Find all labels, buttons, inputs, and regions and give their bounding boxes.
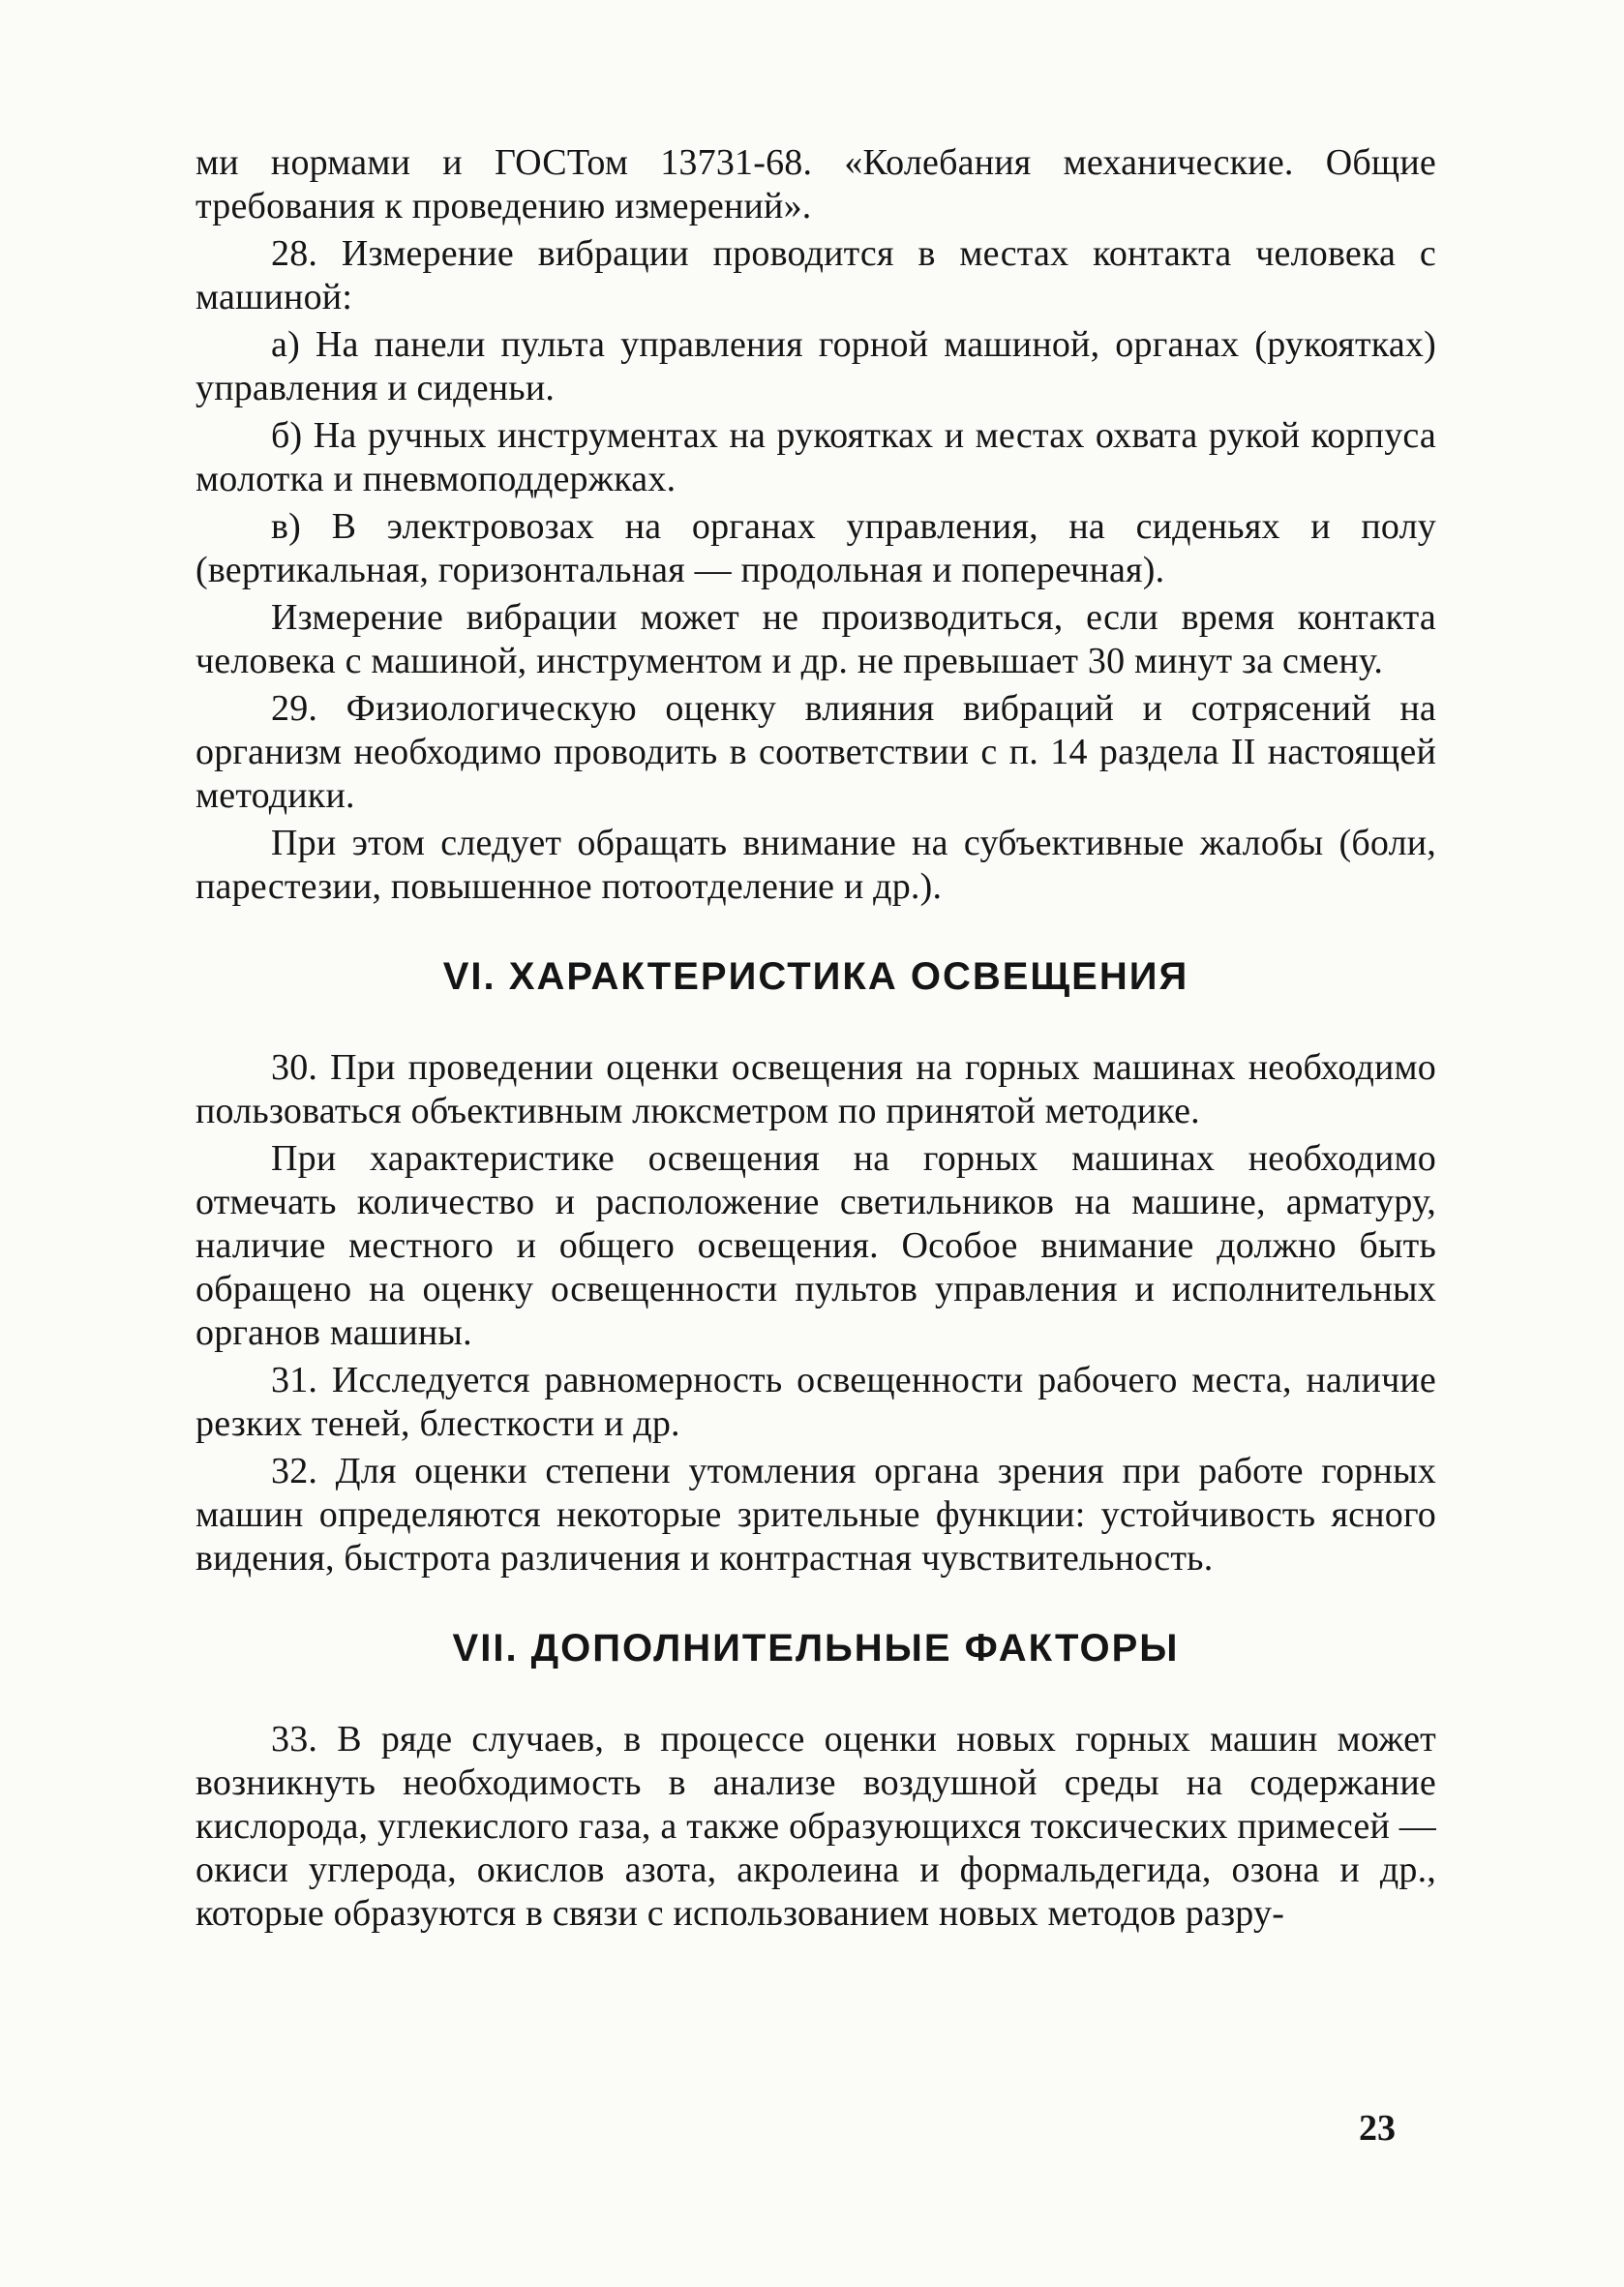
- paragraph-32: 32. Для оценки степени утомления органа зрения при работе горных машин определяются некоторые зрительные функции: устойчивость ясного видения, быстрота различения и контрастная чувствительность.: [195, 1451, 1436, 1579]
- paragraph-lighting-characteristics: При характеристике освещения на горных машинах необходимо отмечать количество и расположение светильников на машине, арматуру, наличие местного и общего освещения. Особое внимание должно быть обращено на оценку освещенности пультов управления и исполнительных органов машины.: [195, 1138, 1436, 1353]
- paragraph-30: 30. При проведении оценки освещения на горных машинах необходимо пользоваться объективным люксметром по принятой методике.: [195, 1047, 1436, 1131]
- section-heading-7: VII. ДОПОЛНИТЕЛЬНЫЕ ФАКТОРЫ: [452, 1627, 1180, 1670]
- paragraph-29: 29. Физиологическую оценку влияния вибраций и сотрясений на организм необходимо проводить в соответствии с п. 14 раздела II настоящей методики.: [195, 688, 1436, 816]
- section-heading-6: VI. ХАРАКТЕРИСТИКА ОСВЕЩЕНИЯ: [442, 955, 1189, 998]
- paragraph-28-v: в) В электровозах на органах управления, на сиденьях и полу (вертикальная, горизонтальная — продольная и поперечная).: [195, 506, 1436, 590]
- paragraph-31: 31. Исследуется равномерность освещенности рабочего места, наличие резких теней, блесткости и др.: [195, 1360, 1436, 1444]
- document-page: [195, 141, 1436, 1940]
- paragraph-33: 33. В ряде случаев, в процессе оценки новых горных машин может возникнуть необходимость в анализе воздушной среды на содержание кислорода, углекислого газа, а также образующихся токсических примесей — окиси углерода, окислов азота, акролеина и формальдегида, озона и др., которые образуются в связи с использованием новых методов разру-: [195, 1719, 1436, 1934]
- paragraph-vibration-note: Измерение вибрации может не производиться, если время контакта человека с машиной, инструментом и др. не превышает 30 минут за смену.: [195, 597, 1436, 681]
- paragraph-28: 28. Измерение вибрации проводится в местах контакта человека с машиной:: [195, 233, 1436, 317]
- paragraph-complaints: При этом следует обращать внимание на субъективные жалобы (боли, парестезии, повышенное потоотделение и др.).: [195, 823, 1436, 907]
- page-number: 23: [1359, 2108, 1396, 2149]
- paragraph-28-b: б) На ручных инструментах на рукоятках и местах охвата рукой корпуса молотка и пневмоподдержках.: [195, 415, 1436, 499]
- paragraph-continuation: ми нормами и ГОСТом 13731-68. «Колебания механические. Общие требования к проведению измерений».: [195, 142, 1436, 226]
- paragraph-28-a: а) На панели пульта управления горной машиной, органах (рукоятках) управления и сиденьи.: [195, 324, 1436, 408]
